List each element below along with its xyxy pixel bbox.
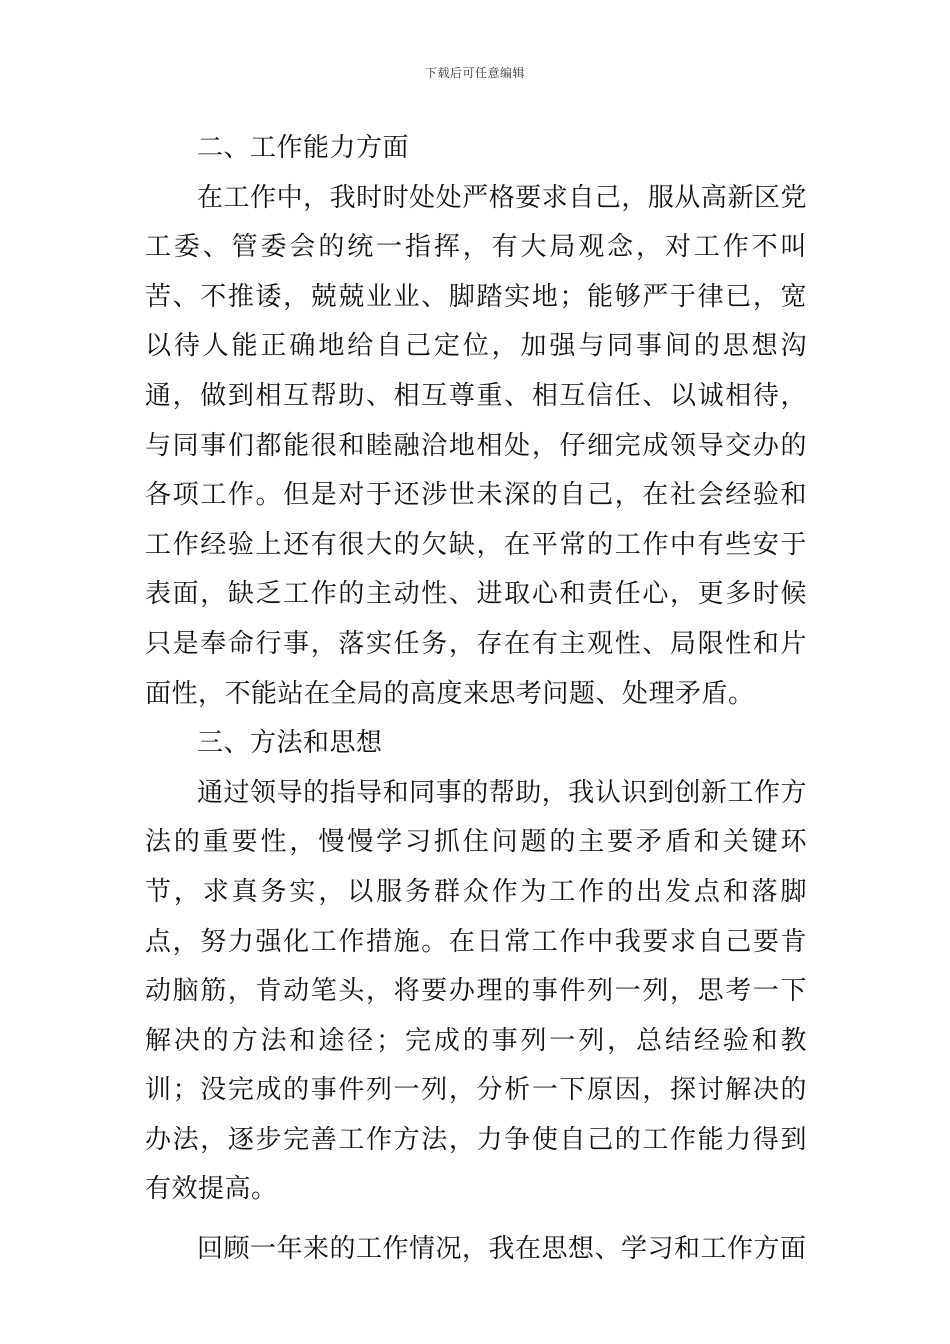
body-paragraph: 通过领导的指导和同事的帮助，我认识到创新工作方法的重要性，慢慢学习抓住问题的主要矛盾和关键环节，求真务实，以服务群众作为工作的出发点和落脚点，努力强化工作措施。在日常工作中我要求自己要肯动脑筋，肯动笔头，将要办理的事件列一列，思考一下解决的方法和途径；完成的事列一列，总结经验和教训；没完成的事件列一列，分析一下原因，探讨解决的办法，逐步完善工作方法，力争使自己的工作能力得到有效提高。 [145,777,807,1205]
closing-paragraph: 回顾一年来的工作情况，我在思想、学习和工作方面 [197,1234,807,1265]
page-header: 下载后可任意编辑 [424,66,525,80]
body-paragraph: 在工作中，我时时处处严格要求自己，服从高新区党工委、管委会的统一指挥，有大局观念，对工作不叫苦、不推诿，兢兢业业、脚踏实地；能够严于律已，宽以待人能正确地给自己定位，加强与同事间的思想沟通，做到相互帮助、相互尊重、相互信任、以诚相待，与同事们都能很和睦融洽地相处，仔细完成领导交办的各项工作。但是对于还涉世未深的自己，在社会经验和工作经验上还有很大的欠缺，在平常的工作中有些安于表面，缺乏工作的主动性、进取心和责任心，更多时候只是奉命行事，落实任务，存在有主观性、局限性和片面性，不能站在全局的高度来思考问题、处理矛盾。 [145,182,807,709]
section-heading: 二、工作能力方面 [197,133,410,163]
section-heading: 三、方法和思想 [197,728,383,759]
document-body [145,124,807,1275]
